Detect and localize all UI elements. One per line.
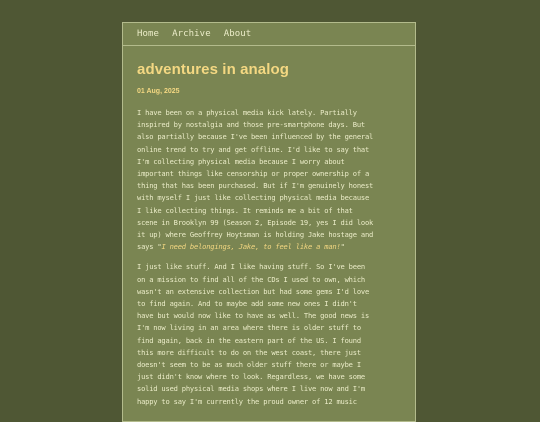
nav-about-link[interactable]: About bbox=[223, 29, 252, 39]
paragraph-line: to find again. And to maybe add some new ones I didn't bbox=[137, 299, 357, 309]
paragraph-line: doesn't seem to be as much older stuff there or maybe I bbox=[137, 360, 361, 370]
paragraph-line: I have been on a physical media kick lately. Partially bbox=[137, 108, 357, 117]
post-paragraph-1 bbox=[137, 107, 399, 253]
nav-archive-link[interactable]: Archive bbox=[172, 29, 211, 39]
post-title: adventures in analog bbox=[137, 61, 290, 78]
paragraph-line: wasn't an extensive collection but had some gems I'd love bbox=[137, 286, 370, 296]
paragraph-line: it up) where Geoffrey Hoytsman is holding Jake hostage and bbox=[137, 230, 374, 240]
paragraph-line: thing that has been purchased. But if I'm genuinely honest bbox=[137, 181, 374, 191]
paragraph-line: I'm now living in an area where there is older stuff to bbox=[137, 323, 361, 333]
paragraph-line: scene in Brooklyn 99 (Season 2, Episode 19, yes I did look bbox=[137, 217, 374, 227]
paragraph-line: solid used physical media shops where I live now and I'm bbox=[137, 384, 365, 394]
paragraph-line: I like collecting things. It reminds me a bit of that bbox=[137, 205, 353, 215]
top-nav bbox=[123, 23, 415, 46]
quote-text: I need belongings, Jake, to feel like a man! bbox=[161, 242, 341, 252]
paragraph-line: find again, back in the eastern part of the US. I found bbox=[137, 335, 361, 345]
paragraph-line: have but would now like to have as well. The good news is bbox=[137, 311, 370, 321]
post-content bbox=[123, 61, 415, 408]
blog-card bbox=[122, 22, 416, 422]
paragraph-line: this more difficult to do on the west coast, there just bbox=[137, 347, 361, 357]
paragraph-line: on a mission to find all of the CDs I used to own, which bbox=[137, 274, 365, 284]
paragraph-line: online trend to try and get offline. I'd like to say that bbox=[137, 144, 370, 154]
paragraph-line-suffix: " bbox=[340, 242, 345, 252]
post-paragraph-2 bbox=[137, 261, 399, 407]
paragraph-line: also partially because I've been influenced by the general bbox=[137, 132, 374, 142]
paragraph-line: I just like stuff. And I like having stuff. So I've been bbox=[137, 262, 365, 272]
paragraph-line-prefix: says " bbox=[137, 242, 162, 252]
nav-home-link[interactable]: Home bbox=[137, 29, 160, 39]
paragraph-line: I'm collecting physical media because I worry about bbox=[137, 156, 345, 166]
paragraph-line: important things like censorship or proper ownership of a bbox=[137, 169, 370, 179]
paragraph-line: just didn't know where to look. Regardless, we have some bbox=[137, 372, 365, 382]
paragraph-line: with myself I just like collecting physical media because bbox=[137, 193, 370, 203]
post-date: 01 Aug, 2025 bbox=[137, 88, 180, 95]
paragraph-line: inspired by nostalgia and those pre-smartphone days. But bbox=[137, 120, 365, 130]
paragraph-line: happy to say I'm currently the proud owner of 12 music bbox=[137, 396, 357, 406]
